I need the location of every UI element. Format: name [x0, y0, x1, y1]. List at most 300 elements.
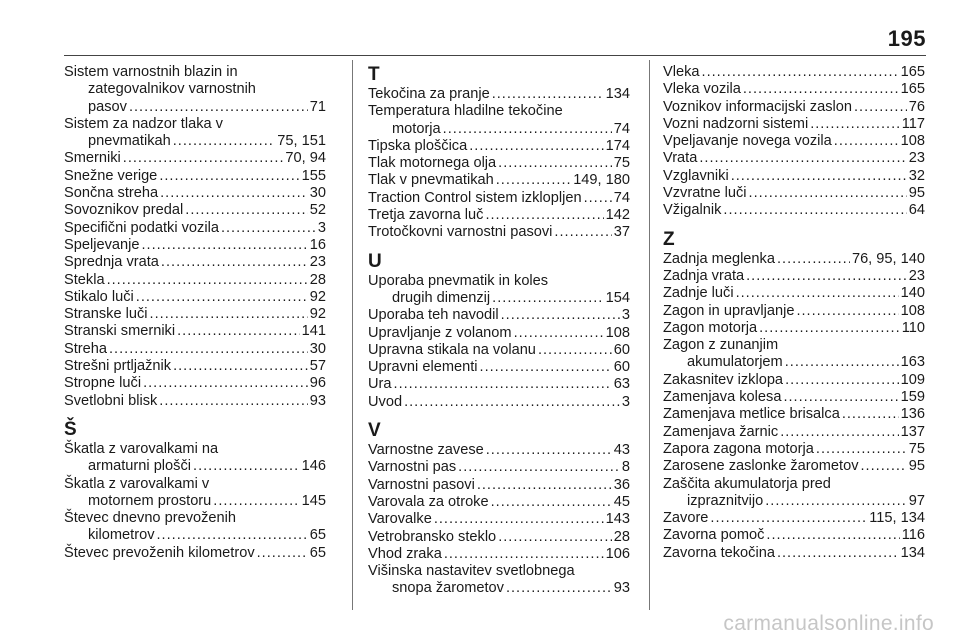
leader-dots [434, 511, 604, 528]
index-entry [663, 185, 925, 202]
index-entry [663, 441, 925, 458]
entry-page-ref: 97 [908, 492, 925, 509]
entry-page-ref: 165 [900, 64, 925, 80]
entry-page-ref: 75, 151 [277, 133, 326, 150]
entry-page-ref: 3 [621, 307, 630, 324]
index-entry [663, 168, 925, 185]
leader-dots [477, 477, 612, 494]
index-entry [663, 320, 925, 337]
entry-page-ref: 141 [301, 323, 326, 340]
leader-dots [783, 389, 898, 406]
entry-text: Temperatura hladilne tekočine [368, 103, 563, 120]
leader-dots [444, 546, 604, 563]
entry-text: Voznikov informacijski zaslon [663, 98, 852, 115]
leader-dots [498, 155, 612, 172]
entry-text: Vhod zraka [368, 545, 442, 562]
entry-page-ref: 3 [621, 393, 630, 410]
entry-text: izpraznitvijo [687, 492, 764, 509]
entry-text: Vzvratne luči [663, 185, 747, 202]
entry-page-ref: 145 [301, 492, 326, 509]
leader-dots [785, 372, 899, 389]
index-entry [368, 563, 630, 598]
entry-text: Uvod [368, 393, 403, 410]
entry-text: Smerniki [64, 150, 121, 167]
entry-page-ref: 108 [605, 324, 630, 341]
entry-page-ref: 60 [613, 359, 630, 376]
leader-dots [743, 81, 899, 98]
index-entry [368, 546, 630, 563]
leader-dots [109, 341, 308, 358]
leader-dots [161, 254, 308, 271]
index-entry [663, 64, 925, 81]
index-entry [663, 527, 925, 544]
index-entry [368, 190, 630, 207]
entry-text: Zagon z zunanjim [663, 337, 779, 354]
leader-dots [257, 545, 308, 562]
entry-text: Sistem varnostnih blazin in [64, 64, 238, 80]
leader-dots [136, 289, 308, 306]
leader-dots [193, 458, 300, 475]
leader-dots [702, 64, 899, 81]
entry-page-ref: 93 [309, 392, 326, 409]
index-entry [368, 529, 630, 546]
entry-text: Traction Control sistem izklopljen [368, 189, 582, 206]
index-entry [663, 99, 925, 116]
index-entry [663, 510, 925, 527]
entry-page-ref: 140 [900, 285, 925, 302]
entry-text: Stropne luči [64, 375, 142, 392]
entry-page-ref: 92 [309, 288, 326, 305]
leader-dots [404, 394, 620, 411]
index-entry [663, 337, 925, 372]
index-column-3 [663, 64, 925, 562]
entry-text: Varnostni pasovi [368, 476, 475, 493]
entry-text: Vleka vozila [663, 81, 741, 98]
index-entry [368, 224, 630, 241]
index-entry [64, 220, 326, 237]
entry-page-ref: 109 [900, 371, 925, 388]
index-entry [368, 477, 630, 494]
entry-page-ref: 57 [309, 358, 326, 375]
entry-text: Vžigalnik [663, 202, 722, 219]
entry-text: Vzglavniki [663, 167, 729, 184]
entry-text: Varnostne zavese [368, 442, 484, 459]
entry-text: Vleka [663, 64, 700, 80]
entry-page-ref: 134 [900, 544, 925, 561]
entry-page-ref: 154 [605, 289, 630, 306]
index-entry [663, 476, 925, 511]
leader-dots [496, 172, 571, 189]
section-letter: T [368, 64, 380, 85]
leader-dots [160, 185, 308, 202]
entry-text: Varovalke [368, 511, 432, 528]
entry-page-ref: 74 [613, 120, 630, 137]
entry-text: Zamenjava žarnic [663, 423, 779, 440]
leader-dots [492, 290, 603, 307]
leader-dots [177, 323, 300, 340]
index-entry [368, 138, 630, 155]
entry-page-ref: 75 [613, 155, 630, 172]
leader-dots [129, 99, 308, 116]
entry-text: Stekla [64, 271, 105, 288]
entry-page-ref: 136 [900, 406, 925, 423]
index-entry [64, 254, 326, 271]
index-entry [368, 494, 630, 511]
index-entry [64, 116, 326, 151]
entry-page-ref: 76, 95, 140 [851, 250, 925, 267]
entry-text: pasov [88, 98, 127, 115]
leader-dots [486, 442, 612, 459]
entry-page-ref: 174 [605, 137, 630, 154]
entry-text: Zarosene zaslonke žarometov [663, 458, 859, 475]
entry-text: pnevmatikah [88, 133, 171, 150]
leader-dots [501, 307, 620, 324]
index-entry [663, 202, 925, 219]
leader-dots [810, 116, 900, 133]
leader-dots [514, 325, 604, 342]
entry-text: akumulatorjem [687, 354, 783, 371]
index-column-1 [64, 64, 326, 562]
index-entry [64, 289, 326, 306]
entry-text: armaturni plošči [88, 458, 192, 475]
entry-text: Zagon in upravljanje [663, 302, 795, 319]
leader-dots [777, 545, 899, 562]
index-entry [663, 81, 925, 98]
entry-page-ref: 96 [309, 375, 326, 392]
entry-text: motornem prostoru [88, 492, 212, 509]
entry-page-ref: 106 [605, 545, 630, 562]
entry-page-ref: 163 [900, 354, 925, 371]
index-entry [64, 375, 326, 392]
header-rule [64, 55, 926, 56]
index-entry [368, 442, 630, 459]
index-entry [64, 64, 326, 116]
entry-page-ref: 64 [908, 202, 925, 219]
index-entry [368, 103, 630, 138]
index-entry [663, 458, 925, 475]
entry-page-ref: 93 [613, 580, 630, 597]
index-entry [663, 133, 925, 150]
entry-page-ref: 137 [900, 423, 925, 440]
index-entry [368, 155, 630, 172]
entry-text: Streha [64, 340, 107, 357]
index-column-2 [368, 64, 630, 598]
leader-dots [538, 342, 612, 359]
leader-dots [506, 580, 612, 597]
entry-page-ref: 110 [901, 319, 925, 336]
index-entry [64, 393, 326, 410]
entry-text: Upravljanje z volanom [368, 324, 512, 341]
entry-page-ref: 36 [613, 476, 630, 493]
entry-text: Upravna stikala na volanu [368, 341, 536, 358]
section-letter: Z [663, 228, 675, 250]
leader-dots [723, 202, 906, 219]
index-entry [64, 545, 326, 562]
leader-dots [143, 375, 308, 392]
entry-text: Specifični podatki vozila [64, 219, 219, 236]
entry-page-ref: 116 [901, 527, 925, 544]
entry-text: Vpeljavanje novega vozila [663, 133, 832, 150]
entry-text: Ura [368, 376, 392, 393]
entry-page-ref: 32 [908, 167, 925, 184]
index-entry [663, 372, 925, 389]
column-divider [352, 60, 353, 610]
leader-dots [491, 494, 612, 511]
index-entry [64, 341, 326, 358]
entry-text: Zamenjava kolesa [663, 389, 782, 406]
leader-dots [141, 237, 307, 254]
entry-text: Zagon motorja [663, 319, 758, 336]
index-entry [663, 424, 925, 441]
leader-dots [861, 458, 907, 475]
entry-page-ref: 28 [613, 528, 630, 545]
entry-page-ref: 65 [309, 527, 326, 544]
index-entry [64, 306, 326, 323]
entry-page-ref: 75 [908, 440, 925, 457]
leader-dots [777, 251, 850, 268]
leader-dots [213, 493, 299, 510]
leader-dots [159, 168, 299, 185]
index-entry [663, 150, 925, 167]
entry-page-ref: 70, 94 [285, 150, 326, 167]
index-entry [663, 303, 925, 320]
entry-text: Speljevanje [64, 236, 140, 253]
entry-page-ref: 165 [900, 81, 925, 98]
entry-text: Sprednja vrata [64, 254, 159, 271]
entry-page-ref: 74 [613, 189, 630, 206]
entry-page-ref: 92 [309, 306, 326, 323]
entry-text: Zaščita akumulatorja pred [663, 475, 831, 492]
leader-dots [123, 150, 284, 167]
leader-dots [816, 441, 907, 458]
entry-page-ref: 143 [605, 511, 630, 528]
leader-dots [159, 393, 307, 410]
entry-page-ref: 146 [301, 458, 326, 475]
watermark: carmanualsonline.info [723, 612, 934, 635]
entry-text: Vozni nadzorni sistemi [663, 115, 809, 132]
leader-dots [736, 285, 899, 302]
leader-dots [107, 272, 308, 289]
index-entry [368, 172, 630, 189]
entry-text: Stranski smerniki [64, 323, 176, 340]
index-entry [663, 268, 925, 285]
leader-dots [731, 168, 907, 185]
entry-page-ref: 76 [908, 98, 925, 115]
entry-text: Zadnje luči [663, 285, 734, 302]
index-entry [368, 342, 630, 359]
index-entry [663, 251, 925, 268]
index-entry [64, 323, 326, 340]
leader-dots [173, 358, 308, 375]
index-entry [64, 185, 326, 202]
leader-dots [710, 510, 867, 527]
entry-text: Škatla z varovalkami na [64, 440, 219, 457]
entry-page-ref: 30 [309, 185, 326, 202]
entry-text: Tekočina za pranje [368, 86, 490, 102]
entry-text: Svetlobni blisk [64, 392, 158, 409]
leader-dots [584, 190, 612, 207]
index-entry [368, 459, 630, 476]
entry-text: Varovala za otroke [368, 493, 489, 510]
entry-page-ref: 37 [613, 224, 630, 241]
entry-page-ref: 71 [309, 98, 326, 115]
column-divider [649, 60, 650, 610]
entry-text: Varnostni pas [368, 459, 457, 476]
leader-dots [699, 150, 906, 167]
index-entry [663, 285, 925, 302]
index-entry [368, 394, 630, 411]
leader-dots [842, 406, 899, 423]
leader-dots [498, 529, 612, 546]
leader-dots [780, 424, 898, 441]
entry-page-ref: 149, 180 [573, 172, 630, 189]
leader-dots [443, 121, 612, 138]
entry-text: Zavorna pomoč [663, 527, 765, 544]
entry-text: Vetrobransko steklo [368, 528, 497, 545]
leader-dots [480, 359, 612, 376]
entry-text: Strešni prtljažnik [64, 358, 172, 375]
entry-page-ref: 43 [613, 442, 630, 459]
leader-dots [854, 99, 907, 116]
leader-dots [185, 202, 308, 219]
entry-text: Sovoznikov predal [64, 202, 184, 219]
entry-text: drugih dimenzij [392, 289, 491, 306]
leader-dots [834, 133, 899, 150]
entry-page-ref: 159 [900, 389, 925, 406]
index-entry [64, 441, 326, 476]
entry-text: Sončna streha [64, 185, 159, 202]
entry-text: Zamenjava metlice brisalca [663, 406, 840, 423]
entry-page-ref: 95 [908, 458, 925, 475]
entry-page-ref: 60 [613, 341, 630, 358]
entry-page-ref: 108 [900, 133, 925, 150]
index-entry [368, 359, 630, 376]
leader-dots [485, 207, 603, 224]
entry-page-ref: 16 [309, 236, 326, 253]
leader-dots [173, 133, 276, 150]
index-entry [368, 511, 630, 528]
leader-dots [749, 185, 907, 202]
entry-text: Zadnja vrata [663, 267, 745, 284]
index-entry [64, 150, 326, 167]
index-entry [64, 237, 326, 254]
entry-text: Števec prevoženih kilometrov [64, 544, 255, 561]
entry-text: Uporaba pnevmatik in koles [368, 272, 549, 289]
index-entry [64, 476, 326, 511]
leader-dots [469, 138, 603, 155]
index-entry [663, 116, 925, 133]
entry-page-ref: 30 [309, 340, 326, 357]
index-entry [64, 202, 326, 219]
entry-page-ref: 142 [605, 207, 630, 224]
index-entry [663, 406, 925, 423]
leader-dots [458, 459, 620, 476]
entry-text: Škatla z varovalkami v [64, 475, 210, 492]
entry-text: Uporaba teh navodil [368, 307, 499, 324]
entry-text: snopa žarometov [392, 580, 504, 597]
entry-text: Števec dnevno prevoženih [64, 510, 236, 527]
entry-text: Zavorna tekočina [663, 544, 775, 561]
leader-dots [796, 303, 898, 320]
entry-text: Upravni elementi [368, 359, 478, 376]
leader-dots [759, 320, 900, 337]
index-entry [368, 86, 630, 103]
leader-dots [150, 306, 308, 323]
entry-text: Trotočkovni varnostni pasovi [368, 224, 553, 241]
leader-dots [766, 527, 899, 544]
index-entry [64, 168, 326, 185]
leader-dots [765, 493, 907, 510]
entry-text: Tlak motornega olja [368, 155, 497, 172]
leader-dots [746, 268, 907, 285]
page-number: 195 [887, 26, 926, 51]
entry-text: kilometrov [88, 527, 155, 544]
index-entry [663, 389, 925, 406]
leader-dots [492, 86, 604, 103]
entry-text: Zadnja meglenka [663, 250, 775, 267]
entry-page-ref: 23 [309, 254, 326, 271]
entry-text: Zavore [663, 510, 709, 527]
index-entry [64, 358, 326, 375]
entry-page-ref: 65 [309, 544, 326, 561]
entry-text: Vrata [663, 150, 698, 167]
leader-dots [394, 376, 612, 393]
entry-text: Stikalo luči [64, 288, 134, 305]
index-entry [368, 207, 630, 224]
entry-page-ref: 155 [301, 167, 326, 184]
index-entry [368, 376, 630, 393]
entry-text: Tretja zavorna luč [368, 207, 484, 224]
entry-text: Stranske luči [64, 306, 148, 323]
entry-page-ref: 23 [908, 150, 925, 167]
entry-page-ref: 108 [900, 302, 925, 319]
entry-page-ref: 95 [908, 185, 925, 202]
entry-text: Zapora zagona motorja [663, 440, 814, 457]
entry-page-ref: 115, 134 [869, 510, 925, 527]
entry-page-ref: 3 [317, 219, 326, 236]
leader-dots [221, 220, 316, 237]
index-entry [64, 510, 326, 545]
entry-text: Snežne verige [64, 167, 158, 184]
entry-text: Zakasnitev izklopa [663, 371, 784, 388]
entry-text: Višinska nastavitev svetlobnega [368, 563, 575, 580]
leader-dots [157, 527, 308, 544]
index-entry [663, 545, 925, 562]
index-entry [64, 272, 326, 289]
index-entry [368, 325, 630, 342]
index-entry [368, 273, 630, 308]
entry-page-ref: 52 [309, 202, 326, 219]
entry-text: Sistem za nadzor tlaka v [64, 115, 223, 132]
entry-text: motorja [392, 120, 441, 137]
entry-text: Tipska ploščica [368, 137, 468, 154]
leader-dots [785, 354, 899, 371]
section-letter: Š [64, 418, 77, 440]
entry-text: Tlak v pnevmatikah [368, 172, 494, 189]
entry-page-ref: 23 [908, 267, 925, 284]
entry-page-ref: 117 [901, 115, 925, 132]
entry-page-ref: 8 [621, 459, 630, 476]
entry-page-ref: 45 [613, 493, 630, 510]
entry-text: zategovalnikov varnostnih [88, 81, 256, 98]
entry-page-ref: 28 [309, 271, 326, 288]
index-entry [368, 307, 630, 324]
section-letter: V [368, 420, 381, 442]
entry-page-ref: 63 [613, 376, 630, 393]
leader-dots [554, 224, 611, 241]
entry-page-ref: 134 [605, 86, 630, 102]
section-letter: U [368, 250, 382, 272]
